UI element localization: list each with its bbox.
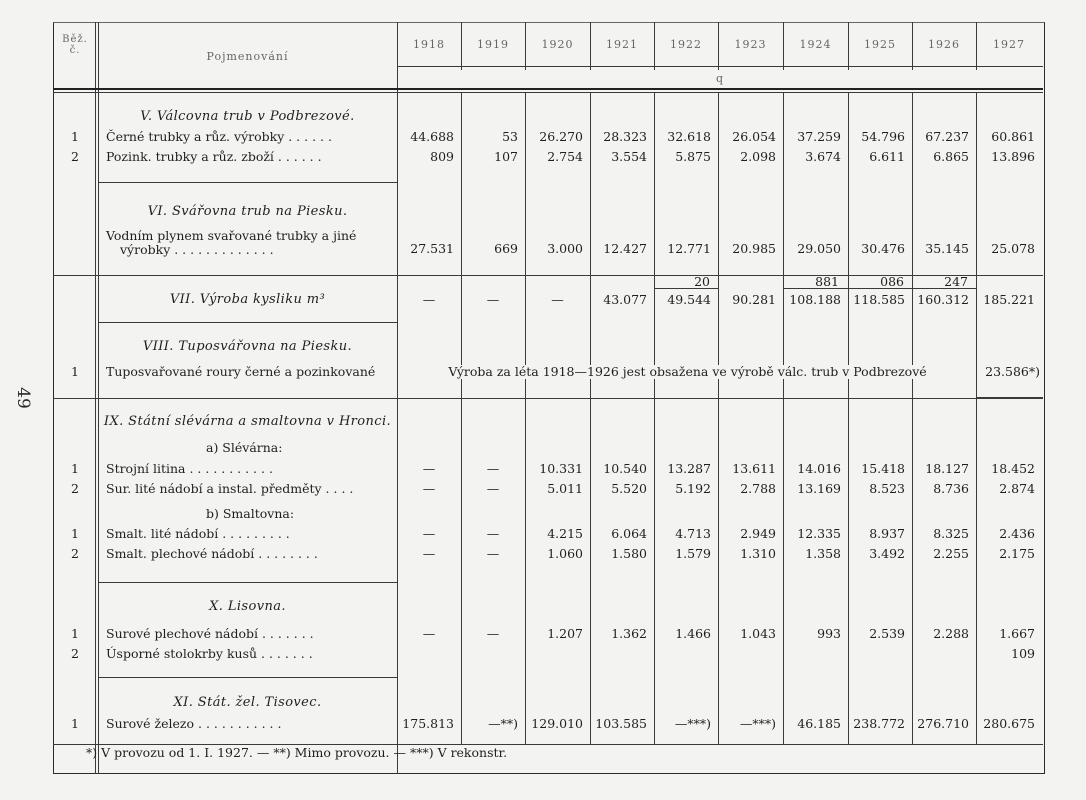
table-cell: 6.865: [933, 149, 969, 164]
row-label: Smalt. lité nádobí . . . . . . . . .: [106, 526, 290, 541]
subsection-label: a) Slévárna:: [206, 440, 283, 455]
table-cell: 25.078: [991, 241, 1035, 256]
table-cell: 5.192: [675, 481, 711, 496]
table-cell: 15.418: [861, 461, 905, 476]
table-cell: 28.323: [603, 129, 647, 144]
table-cell: 18.127: [925, 461, 969, 476]
column-header-year: 1924: [799, 38, 832, 51]
column-header-year: 1921: [606, 38, 638, 51]
table-cell: —: [422, 481, 436, 496]
row-number: 1: [71, 626, 79, 641]
section-title: VII. Výroba kysliku m³: [169, 292, 326, 307]
table-cell: 1.362: [611, 626, 647, 641]
footnote: *) V provozu od 1. I. 1927. — **) Mimo provozu. — ***) V rekonstr.: [86, 745, 508, 760]
table-cell: 12.335: [797, 526, 841, 541]
table-cell: —: [551, 292, 564, 307]
table-cell: 276.710: [917, 716, 969, 731]
table-cell: 2.098: [740, 149, 776, 164]
table-cell: 67.237: [925, 129, 969, 144]
table-cell: 10.331: [539, 461, 583, 476]
table-cell: —**): [488, 716, 518, 731]
column-header-year: 1920: [541, 38, 574, 51]
table-cell: 26.270: [539, 129, 583, 144]
row-number: 2: [71, 149, 79, 164]
table-cell: 129.010: [531, 716, 583, 731]
table-cell: 4.713: [675, 526, 711, 541]
table-cell: 1.579: [675, 546, 711, 561]
table-cell: 1.060: [547, 546, 583, 561]
table-cell: 2.539: [869, 626, 905, 641]
column-header-year: 1919: [477, 38, 509, 51]
table-cell: 37.259: [797, 129, 841, 144]
table-cell: 108.188: [789, 292, 841, 307]
section-title: V. Válcovna trub v Podbrezové.: [140, 109, 355, 124]
table-cell: 2.175: [999, 546, 1035, 561]
subsection-label: b) Smaltovna:: [206, 506, 295, 521]
page-number: 49: [12, 387, 33, 409]
section-title: VIII. Tuposvářovna na Piesku.: [142, 339, 353, 354]
row-number: 1: [71, 526, 79, 541]
section-title: X. Lisovna.: [209, 599, 286, 614]
table-cell: 8.325: [933, 526, 969, 541]
production-note: Výroba za léta 1918—1926 jest obsažena ve výrobě válc. trub v Podbrezové: [400, 365, 975, 379]
row-number: 2: [71, 481, 79, 496]
row-number: 2: [71, 546, 79, 561]
table-cell: 1.358: [805, 546, 841, 561]
table-cell: 12.771: [667, 241, 711, 256]
table-cell: 247: [944, 274, 968, 289]
table-cell: 809: [430, 149, 454, 164]
table-cell: 993: [817, 626, 841, 641]
column-header-year: 1926: [928, 38, 960, 51]
table-cell: 8.736: [933, 481, 969, 496]
table-cell: 13.611: [732, 461, 776, 476]
table-cell: 43.077: [603, 292, 647, 307]
table-cell: —: [486, 526, 500, 541]
row-number: 2: [71, 646, 79, 661]
column-header-number: Běž. č.: [62, 34, 88, 56]
row-label: Tuposvařované roury černé a pozinkované: [106, 364, 376, 379]
table-cell: 2.874: [999, 481, 1035, 496]
table-cell: 35.145: [925, 241, 969, 256]
table-cell: 238.772: [853, 716, 905, 731]
column-header-year: 1925: [864, 38, 896, 51]
table-cell: 1.667: [999, 626, 1035, 641]
column-header-year: 1923: [734, 38, 767, 51]
row-label: Surové železo . . . . . . . . . . .: [106, 716, 282, 731]
row-label: Vodním plynem svařované trubky a jiné: [106, 228, 357, 243]
table-cell: —***): [739, 716, 776, 731]
row-number: 1: [71, 461, 79, 476]
row-label: Surové plechové nádobí . . . . . . .: [106, 626, 314, 641]
table-cell: 14.016: [797, 461, 841, 476]
table-cell: 4.215: [547, 526, 583, 541]
table-cell: 1.580: [611, 546, 647, 561]
column-header-name: Pojmenování: [206, 50, 289, 63]
row-label: Smalt. plechové nádobí . . . . . . . .: [106, 546, 318, 561]
table-cell: 2.436: [999, 526, 1035, 541]
table-cell: 8.523: [869, 481, 905, 496]
table-cell: 280.675: [983, 716, 1035, 731]
table-cell: 44.688: [410, 129, 454, 144]
table-cell: 109: [1011, 646, 1035, 661]
row-label: Černé trubky a růz. výrobky . . . . . .: [106, 129, 332, 144]
table-cell: 669: [494, 241, 518, 256]
table-cell: 1.310: [740, 546, 776, 561]
table-cell: 160.312: [917, 292, 969, 307]
table-cell: 10.540: [603, 461, 647, 476]
table-cell: 54.796: [861, 129, 905, 144]
table-cell: 49.544: [667, 292, 711, 307]
row-label: Sur. lité nádobí a instal. předměty . . . .: [106, 481, 354, 496]
row-number: 1: [71, 129, 79, 144]
section-title: XI. Stát. žel. Tisovec.: [173, 695, 322, 710]
table-cell: 5.011: [547, 481, 583, 496]
table-cell: 60.861: [991, 129, 1035, 144]
table-cell: 53: [502, 129, 518, 144]
table-cell: —: [422, 626, 436, 641]
unit-label: q: [715, 72, 725, 85]
table-cell: 3.000: [547, 241, 583, 256]
table-cell: 8.937: [869, 526, 905, 541]
table-cell: 13.896: [991, 149, 1035, 164]
table-cell: —: [422, 546, 436, 561]
table-cell: 32.618: [667, 129, 711, 144]
table-cell: 2.949: [740, 526, 776, 541]
table-cell: 26.054: [732, 129, 776, 144]
table-cell: 20: [694, 274, 710, 289]
table-cell: —: [422, 292, 436, 307]
table-cell: 20.985: [732, 241, 776, 256]
table-cell: 881: [815, 274, 839, 289]
table-cell: 2.288: [933, 626, 969, 641]
table-cell: —: [486, 546, 500, 561]
row-number: 1: [71, 364, 79, 379]
table-cell: —: [486, 292, 500, 307]
table-cell: 27.531: [410, 241, 454, 256]
row-label: Pozink. trubky a růz. zboží . . . . . .: [106, 149, 322, 164]
table-cell: —: [422, 526, 436, 541]
row-label: výrobky . . . . . . . . . . . . .: [120, 242, 274, 257]
table-cell: 18.452: [991, 461, 1035, 476]
table-cell: 90.281: [732, 292, 776, 307]
row-label: Úsporné stolokrby kusů . . . . . . .: [106, 646, 313, 661]
table-cell: 3.492: [869, 546, 905, 561]
table-cell: 2.754: [547, 149, 583, 164]
table-cell: 086: [880, 274, 904, 289]
table-cell: —: [486, 626, 500, 641]
table-cell: 3.554: [611, 149, 647, 164]
table-cell: 29.050: [797, 241, 841, 256]
table-cell: 23.586*): [985, 364, 1040, 379]
table-cell: 118.585: [853, 292, 905, 307]
table-cell: 175.813: [402, 716, 454, 731]
column-header-year: 1918: [413, 38, 445, 51]
column-header-year: 1922: [670, 38, 702, 51]
table-cell: 12.427: [603, 241, 647, 256]
table-cell: 1.466: [675, 626, 711, 641]
table-cell: 3.674: [805, 149, 841, 164]
table-cell: 6.611: [869, 149, 905, 164]
table-cell: 2.255: [933, 546, 969, 561]
table-cell: 30.476: [861, 241, 905, 256]
table-cell: —: [486, 461, 500, 476]
row-number: 1: [71, 716, 79, 731]
table-cell: 103.585: [595, 716, 647, 731]
table-cell: 185.221: [983, 292, 1035, 307]
table-cell: 5.520: [611, 481, 647, 496]
table-cell: 6.064: [611, 526, 647, 541]
table-cell: 13.169: [797, 481, 841, 496]
table-cell: —: [422, 461, 436, 476]
table-cell: —: [486, 481, 500, 496]
table-cell: 1.207: [547, 626, 583, 641]
row-label: Strojní litina . . . . . . . . . . .: [106, 461, 273, 476]
section-title: VI. Svářovna trub na Piesku.: [147, 204, 348, 219]
table-cell: 5.875: [675, 149, 711, 164]
table-cell: 1.043: [740, 626, 776, 641]
table-cell: 46.185: [797, 716, 841, 731]
column-header-year: 1927: [993, 38, 1025, 51]
table-cell: 107: [494, 149, 518, 164]
table-cell: 13.287: [667, 461, 711, 476]
table-cell: —***): [674, 716, 711, 731]
table-cell: 2.788: [740, 481, 776, 496]
section-title: IX. Státní slévárna a smaltovna v Hronci.: [103, 414, 392, 429]
